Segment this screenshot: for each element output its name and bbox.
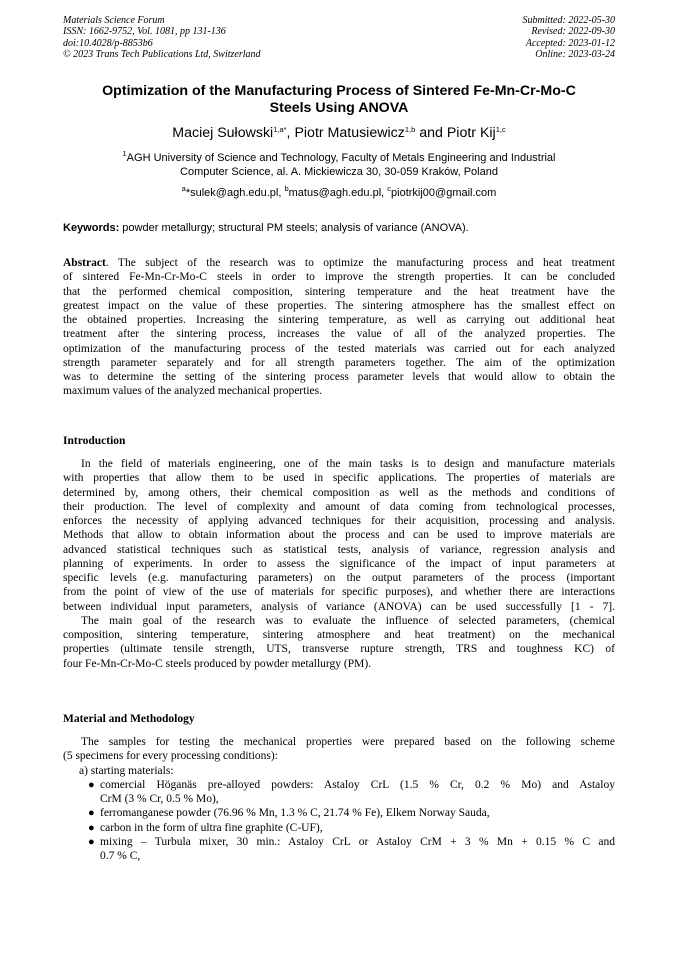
bullet-item: [63, 806, 615, 820]
author-name: Piotr Kij: [446, 125, 496, 141]
paragraph-line: In the field of materials engineering, one of the main tasks is to design and manufacture materials: [81, 458, 615, 470]
paragraph-line: between individual input parameters, analysis of variance (ANOVA) can be used successfully [1 - 7].: [63, 600, 615, 613]
email-mark: c: [387, 184, 392, 193]
section-heading-methodology: Material and Methodology: [63, 713, 195, 725]
date-accepted: Accepted: 2023-01-12: [525, 37, 615, 49]
email-mark: a: [181, 184, 186, 193]
paragraph-line: advanced statistical techniques such as statistical tests, analysis of variance, regression analysis and: [63, 543, 615, 556]
list-item-a: a) starting materials:: [79, 764, 174, 777]
date-online: Online: 2023-03-24: [535, 48, 615, 60]
affiliation-mark: 1: [122, 149, 127, 158]
date-submitted: Submitted: 2022-05-30: [522, 15, 615, 26]
bullet-icon: ●: [88, 807, 95, 820]
email-mark: b: [284, 184, 289, 193]
paragraph-line: The main goal of the research was to evaluate the influence of selected parameters, (chemical: [81, 614, 615, 627]
author-name: Maciej Sułowski: [172, 125, 274, 141]
bullet-line: mixing – Turbula mixer, 30 min.: Astaloy CrL or Astaloy CrM + 3 % Mn + 0.15 % C and: [100, 835, 615, 848]
journal-name: Materials Science Forum: [63, 15, 165, 26]
abstract-line: treatment after the sintering process, increases the value of all of the analyzed properties. The: [63, 328, 615, 341]
email-link[interactable]: piotrkij00@gmail.com: [391, 187, 497, 199]
paragraph-line: properties (ultimate tensile strength, UTS, transverse rupture strength, TRS and toughness KC) of: [63, 643, 615, 656]
journal-issn: ISSN: 1662-9752, Vol. 1081, pp 131-136: [63, 26, 226, 38]
abstract-line: strength parameter separately and for all strength parameters together. The aim of the optimization: [63, 356, 615, 369]
author-name: Piotr Matusiewicz: [294, 125, 405, 141]
abstract-line: maximum values of the analyzed mechanical properties.: [63, 385, 322, 398]
paragraph-line: their production. The level of complexity and amount of data coming from technological processes,: [63, 500, 615, 513]
email-link[interactable]: *sulek@agh.edu.pl,: [185, 187, 285, 199]
publication-dates: [523, 15, 616, 60]
author-separator: ,: [286, 125, 295, 141]
affiliation-line: Computer Science, al. A. Mickiewicza 30, 30-059 Kraków, Poland: [180, 166, 498, 179]
paragraph-line: planning of experiments. In order to assess the significance of the impact of input parameters at: [63, 557, 615, 570]
author-affiliation-mark: 1,a*: [273, 125, 287, 134]
abstract-line: was to determine the setting of the sintering process parameter levels that would allow to obtain the: [63, 371, 615, 384]
bullet-icon: ●: [88, 778, 95, 791]
title-line: Optimization of the Manufacturing Process of Sintered Fe-Mn-Cr-Mo-C: [102, 83, 576, 99]
paper-title: [63, 83, 615, 117]
paragraph-line: The samples for testing the mechanical properties were prepared based on the following scheme: [81, 736, 615, 748]
bullet-line: carbon in the form of ultra fine graphite (C-UF),: [100, 821, 323, 834]
affiliation: [63, 151, 615, 180]
abstract-line: greatest impact on the value of these properties. The sintering atmosphere has the smallest effect on: [63, 299, 615, 312]
paragraph-line: from the point of view of the use of materials for specific purposes), and whether there are interactions: [63, 586, 615, 599]
abstract-line: optimization of the manufacturing process of the tested materials was carried out for each analyzed: [63, 342, 615, 355]
paragraph-line: determined by, among others, their chemical composition as well as the methods and conditions of: [63, 486, 615, 499]
bullet-icon: ●: [88, 821, 95, 834]
author-affiliation-mark: 1,b: [404, 125, 416, 134]
journal-copyright: © 2023 Trans Tech Publications Ltd, Switzerland: [63, 48, 261, 60]
abstract-line: that the performed chemical composition, sintering temperature and the heat treatment have the: [63, 285, 615, 298]
paragraph-line: composition, sintering temperature, sintering atmosphere and heat treatment) on the mechanical: [63, 629, 615, 642]
abstract: [63, 256, 615, 399]
paragraph-line: Methods that allow to obtain information about the process and can be used to improve materials are: [63, 529, 615, 542]
abstract-line: Abstract. The subject of the research was to optimize the manufacturing process and heat treatment: [63, 257, 615, 269]
affiliation-line: $^1$AGH University of Science and Technology, Faculty of Metals Engineering and Industrial: [122, 149, 556, 164]
author-separator: and: [415, 125, 447, 141]
paragraph-line: (5 specimens for every processing conditions):: [63, 750, 278, 763]
journal-info: [63, 15, 261, 60]
bullet-item: [63, 821, 615, 835]
paragraph-line: specific levels (e.g. manufacturing parameters) on the output parameters of the process (important: [63, 572, 615, 585]
keywords-label: Keywords:: [63, 222, 120, 234]
date-revised: Revised: 2022-09-30: [531, 26, 615, 38]
bullet-line: ferromanganese powder (76.96 % Mn, 1.3 % C, 21.74 % Fe), Elkem Norway Sauda,: [100, 807, 490, 820]
keywords: [63, 221, 615, 235]
section-heading-introduction: Introduction: [63, 435, 126, 447]
bullet-line: 0.7 % C,: [100, 850, 141, 863]
bullet-line: comercial Höganäs pre-alloyed powders: Astaloy CrL (1.5 % Cr, 0.2 % Mo) and Astaloy: [100, 778, 615, 791]
introduction-paragraph: [63, 457, 615, 671]
paragraph-line: four Fe-Mn-Cr-Mo-C steels produced by powder metallurgy (PM).: [63, 657, 372, 670]
abstract-label: Abstract: [63, 257, 106, 269]
paragraph-line: enforces the necessity of applying advanced techniques for their acquisition, processing and analysis.: [63, 515, 615, 528]
paragraph-line: with properties that allow them to be used in specific applications. The properties of materials are: [63, 472, 615, 485]
bullet-item: [63, 778, 615, 807]
author-emails: [63, 186, 615, 200]
bullet-icon: ●: [88, 835, 95, 848]
abstract-line: of sintered Fe-Mn-Cr-Mo-C steels in order to improve the strength properties. It can be concluded: [63, 271, 615, 284]
title-line: Steels Using ANOVA: [269, 100, 409, 116]
bullet-item: [63, 835, 615, 864]
bullet-line: CrM (3 % Cr, 0.5 % Mo),: [100, 793, 219, 806]
email-link[interactable]: matus@agh.edu.pl,: [288, 187, 388, 199]
methodology-content: [63, 735, 615, 863]
author-affiliation-mark: 1,c: [495, 125, 506, 134]
keywords-text: powder metallurgy; structural PM steels; analysis of variance (ANOVA).: [119, 222, 469, 234]
author-list: [63, 124, 615, 142]
abstract-line: the obtained properties. Increasing the sintering temperature, as well as carrying out additional heat: [63, 314, 615, 327]
journal-doi: doi:10.4028/p-8853b6: [63, 37, 153, 49]
